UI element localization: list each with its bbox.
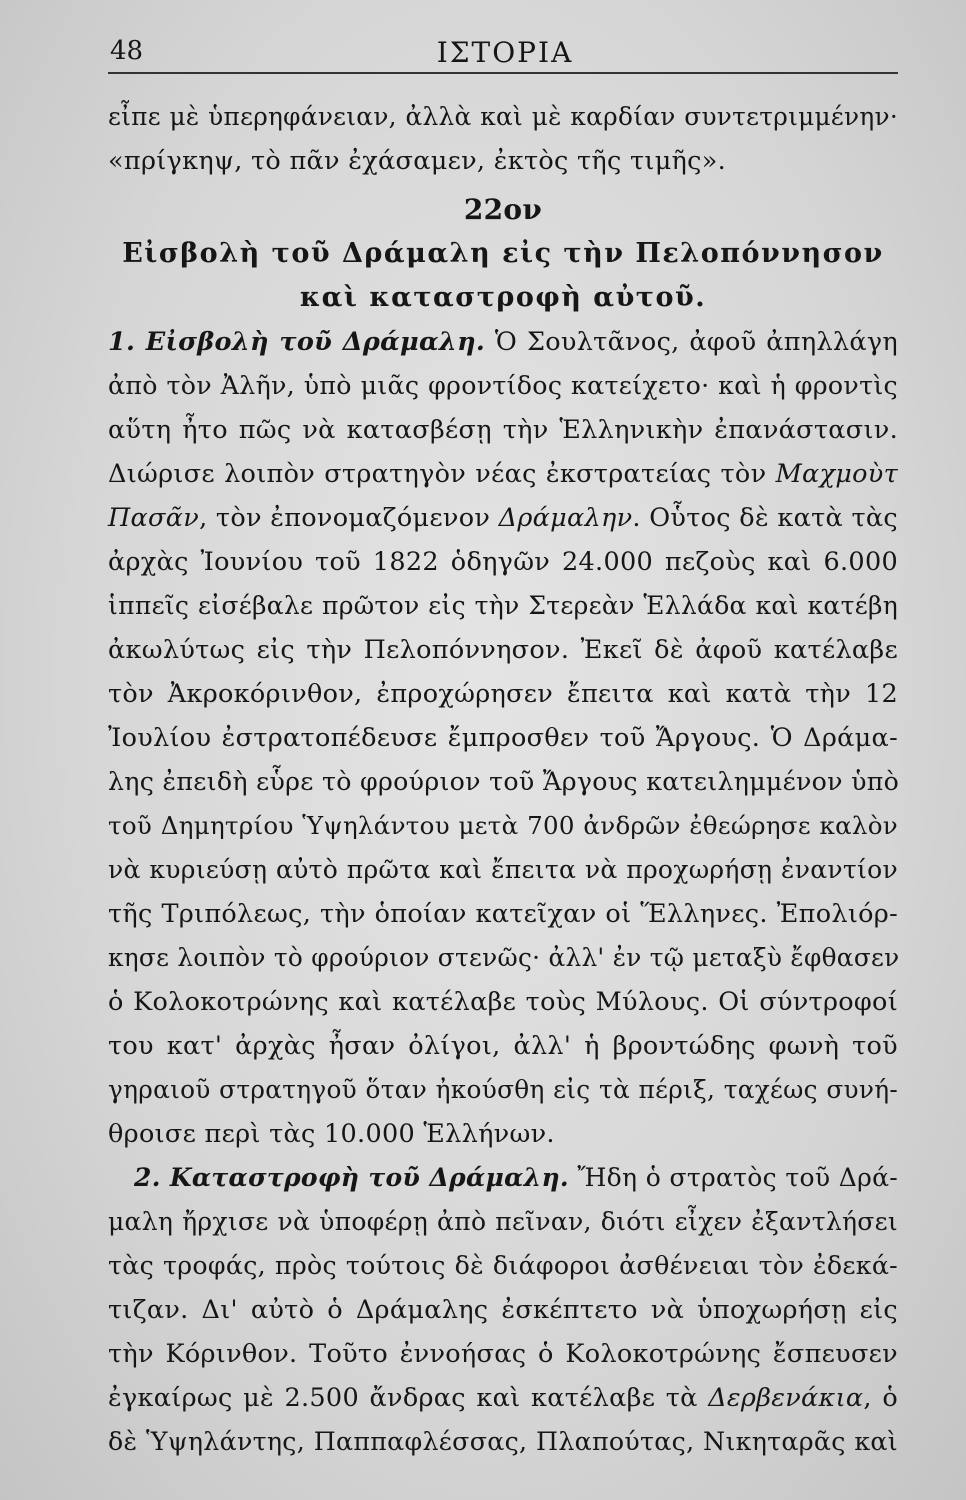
text-line: νὰ κυριεύσῃ αὐτὸ πρῶτα καὶ ἔπειτα νὰ προχωρήσῃ ἐναντίον: [108, 855, 898, 884]
text-line: γηραιοῦ στρατηγοῦ ὅταν ἠκούσθη εἰς τὰ πέριξ, ταχέως συνή-: [108, 1075, 898, 1104]
text-line: κησε λοιπὸν τὸ φρούριον στενῶς· ἀλλ' ἐν τῷ μεταξὺ ἔφθασεν: [108, 943, 900, 972]
text-line: τὴν Κόρινθον. Τοῦτο ἐννοήσας ὁ Κολοκοτρώνης ἔσπευσεν: [108, 1339, 898, 1369]
section-2-heading: 2. Καταστροφὴ τοῦ Δράμαλη.: [134, 1163, 569, 1192]
text-line: τῆς Τριπόλεως, τὴν ὁποίαν κατεῖχαν οἱ Ἕλληνες. Ἐπολιόρ-: [108, 899, 898, 929]
page-header: [110, 36, 900, 76]
text-line: τὰς τροφάς, πρὸς τούτοις δὲ διάφοροι ἀσθένειαι τὸν ἐδεκά-: [108, 1251, 898, 1280]
text-line: ἀκωλύτως εἰς τὴν Πελοπόννησον. Ἐκεῖ δὲ ἀφοῦ κατέλαβε: [108, 635, 898, 665]
text-line: θροισε περὶ τὰς 10.000 Ἑλλήνων.: [108, 1119, 555, 1149]
section-1-first-line: 1. Εἰσβολὴ τοῦ Δράμαλη. Ὁ Σουλτᾶνος, ἀφοῦ ἀπηλλάγη: [108, 327, 899, 357]
text-line: τιζαν. Δι' αὐτὸ ὁ Δράμαλης ἐσκέπτετο νὰ ὑποχωρήσῃ εἰς: [108, 1295, 898, 1325]
text-line: του κατ' ἀρχὰς ἦσαν ὀλίγοι, ἀλλ' ἡ βροντώδης φωνὴ τοῦ: [108, 1031, 898, 1061]
text-line: μαλη ἤρχισε νὰ ὑποφέρῃ ἀπὸ πεῖναν, διότι εἶχεν ἐξαντλήσει: [108, 1207, 898, 1236]
chapter-number: 22ον: [463, 193, 543, 226]
text-line: τὸν Ἀκροκόρινθον, ἐπροχώρησεν ἔπειτα καὶ κατὰ τὴν 12: [108, 679, 898, 709]
chapter-title: Εἰσβολὴ τοῦ Δράμαλη εἰς τὴν Πελοπόννησον: [122, 238, 884, 269]
section-1-heading: 1. Εἰσβολὴ τοῦ Δράμαλη.: [108, 327, 486, 357]
text-line: ὁ Κολοκοτρώνης καὶ κατέλαβε τοὺς Μύλους. Οἱ σύντροφοί: [108, 987, 898, 1017]
text-line: ἀπὸ τὸν Ἀλῆν, ὑπὸ μιᾶς φροντίδος κατείχετο· καὶ ἡ φροντὶς: [108, 371, 898, 400]
text-line: εἶπε μὲ ὑπερηφάνειαν, ἀλλὰ καὶ μὲ καρδίαν συντετριμμένην·: [108, 102, 898, 131]
text-line: «πρίγκηψ, τὸ πᾶν ἐχάσαμεν, ἐκτὸς τῆς τιμῆς».: [108, 146, 727, 176]
page-number: 48: [110, 36, 144, 66]
text-line: αὕτη ἦτο πῶς νὰ κατασβέσῃ τὴν Ἑλληνικὴν ἐπανάστασιν.: [108, 415, 898, 445]
header-rule: [108, 72, 898, 74]
text-line: ἱππεῖς εἰσέβαλε πρῶτον εἰς τὴν Στερεὰν Ἑλλάδα καὶ κατέβη: [108, 591, 898, 620]
text-line: δὲ Ὑψηλάντης, Παππαφλέσσας, Πλαπούτας, Νικηταρᾶς καὶ: [108, 1427, 898, 1456]
running-title: ΙΣΤΟΡΙΑ: [436, 36, 574, 69]
section-2-first-line: 2. Καταστροφὴ τοῦ Δράμαλη. Ἤδη ὁ στρατὸς τοῦ Δρά-: [134, 1163, 899, 1192]
text-line: Πασᾶν, τὸν ἐπονομαζόμενον Δράμαλην. Οὗτος δὲ κατὰ τὰς: [108, 503, 898, 533]
chapter-title-line-2: καὶ καταστροφὴ αὐτοῦ.: [299, 282, 707, 313]
text-line: ἐγκαίρως μὲ 2.500 ἄνδρας καὶ κατέλαβε τὰ Δερβενάκια, ὁ: [108, 1383, 898, 1413]
text-line: λης ἐπειδὴ εὗρε τὸ φρούριον τοῦ Ἄργους κατειλημμένον ὑπὸ: [108, 767, 900, 796]
text-line: τοῦ Δημητρίου Ὑψηλάντου μετὰ 700 ἀνδρῶν ἐθεώρησε καλὸν: [108, 811, 898, 840]
text-line: Διώρισε λοιπὸν στρατηγὸν νέας ἐκστρατείας τὸν Μαχμοὺτ: [108, 459, 899, 489]
text-line: ἀρχὰς Ἰουνίου τοῦ 1822 ὁδηγῶν 24.000 πεζοὺς καὶ 6.000: [108, 547, 898, 577]
text-line: Ἰουλίου ἐστρατοπέδευσε ἔμπροσθεν τοῦ Ἄργους. Ὁ Δράμα-: [108, 723, 898, 753]
